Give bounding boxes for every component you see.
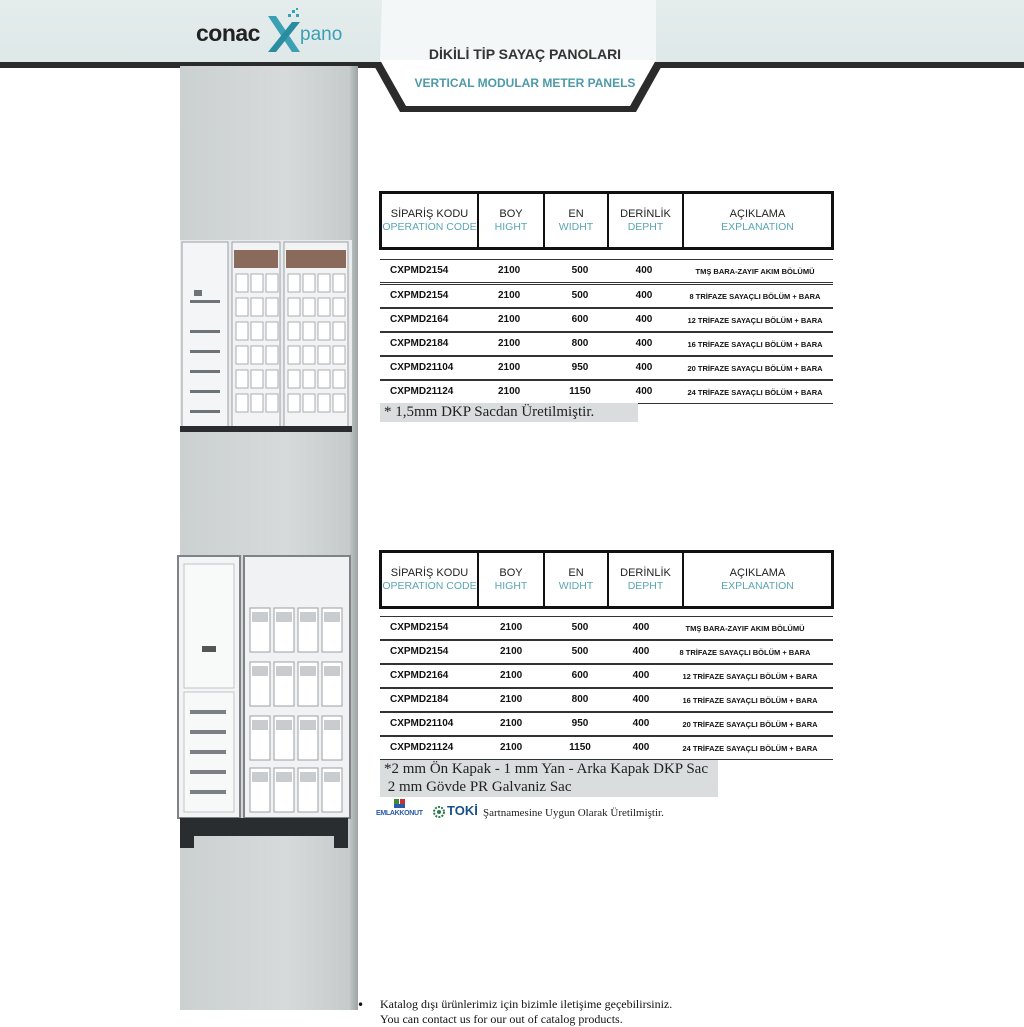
- table1-note: * 1,5mm DKP Sacdan Üretilmiştir.: [380, 403, 638, 422]
- cell-description: 24 TRİFAZE SAYAÇLI BÖLÜM + BARA: [687, 388, 823, 397]
- cell-height: 2100: [498, 362, 521, 373]
- col-header-depth-tr: DERİNLİK: [620, 566, 671, 579]
- cell-depth: 400: [635, 338, 653, 349]
- cell-depth: 400: [635, 386, 653, 397]
- cell-depth: 400: [632, 646, 650, 657]
- cell-height: 2100: [498, 386, 521, 397]
- table-row: [380, 356, 833, 380]
- col-header-boy-en: HIGHT: [494, 220, 528, 233]
- cell-description: 20 TRİFAZE SAYAÇLI BÖLÜM + BARA: [687, 364, 823, 373]
- col-header-en-tr: EN: [568, 566, 584, 579]
- cell-description: 12 TRİFAZE SAYAÇLI BÖLÜM + BARA: [682, 672, 818, 681]
- logo-pano-text: pano: [300, 24, 343, 45]
- col-header-depth-en: DEPHT: [627, 220, 664, 233]
- table-row: [380, 380, 833, 404]
- col-header-desc: [684, 194, 831, 247]
- side-column: [180, 66, 356, 1010]
- cell-depth: 400: [632, 694, 650, 705]
- table-row: [380, 259, 833, 283]
- cell-depth: 400: [632, 718, 650, 729]
- page-title: DİKİLİ TİP SAYAÇ PANOLARI: [428, 46, 622, 62]
- cell-depth: 400: [635, 265, 653, 276]
- col-header-code: [382, 553, 479, 606]
- cell-height: 2100: [500, 670, 523, 681]
- cell-width: 600: [571, 314, 589, 325]
- toki-logo: [432, 803, 480, 823]
- footer-bullet: •: [357, 998, 365, 1012]
- cell-code: CXPMD2184: [390, 338, 449, 349]
- cell-depth: 400: [635, 314, 653, 325]
- col-header-desc-tr: AÇIKLAMA: [729, 207, 786, 220]
- table2-note-line2: 2 mm Gövde PR Galvaniz Sac: [384, 779, 572, 795]
- cell-height: 2100: [500, 622, 523, 633]
- logo-conac-text: conac: [196, 20, 260, 46]
- cell-description: 24 TRİFAZE SAYAÇLI BÖLÜM + BARA: [682, 744, 818, 753]
- col-header-boy-en: HIGHT: [494, 579, 528, 592]
- table-row: [380, 712, 833, 736]
- emlak-konut-emblem-icon: [376, 798, 426, 810]
- col-header-code-tr: SİPARİŞ KODU: [390, 566, 469, 579]
- cell-code: CXPMD2154: [390, 646, 449, 657]
- cell-description: 8 TRİFAZE SAYAÇLI BÖLÜM + BARA: [679, 648, 811, 657]
- cell-height: 2100: [498, 290, 521, 301]
- col-header-boy-tr: BOY: [499, 566, 523, 579]
- cell-width: 600: [571, 670, 589, 681]
- cell-depth: 400: [632, 742, 650, 753]
- logo-x-icon: [266, 8, 302, 52]
- cell-width: 500: [571, 265, 589, 276]
- col-header-en-en: WIDHT: [558, 220, 594, 233]
- cell-width: 950: [571, 718, 589, 729]
- table1-body: [380, 259, 833, 404]
- cell-description: TMŞ BARA-ZAYIF AKIM BÖLÜMÜ: [695, 267, 815, 276]
- col-header-boy: [479, 553, 545, 606]
- col-header-desc-en: EXPLANATION: [721, 579, 794, 592]
- cell-code: CXPMD21104: [390, 362, 454, 373]
- col-header-code-en: OPERATION CODE: [382, 220, 477, 233]
- meter-panel-photo-1: [180, 240, 352, 432]
- table-row: [380, 736, 833, 760]
- cell-description: 12 TRİFAZE SAYAÇLI BÖLÜM + BARA: [687, 316, 823, 325]
- cell-height: 2100: [500, 742, 523, 753]
- table-row: [380, 688, 833, 712]
- col-header-depth-en: DEPHT: [627, 579, 664, 592]
- cell-height: 2100: [498, 265, 521, 276]
- cell-code: CXPMD2154: [390, 265, 449, 276]
- footer-contact-en: You can contact us for our out of catalog products.: [380, 1012, 623, 1026]
- table2-header: [379, 550, 834, 609]
- cell-code: CXPMD21124: [390, 386, 454, 397]
- cell-description: 8 TRİFAZE SAYAÇLI BÖLÜM + BARA: [689, 292, 821, 301]
- cell-code: CXPMD2164: [390, 670, 449, 681]
- col-header-desc: [684, 553, 831, 606]
- cell-description: 16 TRİFAZE SAYAÇLI BÖLÜM + BARA: [687, 340, 823, 349]
- cell-width: 1150: [569, 386, 591, 397]
- cell-height: 2100: [500, 718, 523, 729]
- col-header-code-tr: SİPARİŞ KODU: [390, 207, 469, 220]
- cell-height: 2100: [498, 338, 521, 349]
- table-row: [380, 664, 833, 688]
- page-subtitle: VERTICAL MODULAR METER PANELS: [414, 76, 636, 90]
- cell-depth: 400: [635, 362, 653, 373]
- col-header-code: [382, 194, 479, 247]
- cell-code: CXPMD2154: [390, 290, 449, 301]
- col-header-en-tr: EN: [568, 207, 584, 220]
- cell-width: 800: [571, 694, 589, 705]
- emlak-konut-logo: [376, 798, 426, 822]
- col-header-boy-tr: BOY: [499, 207, 523, 220]
- side-column-edge: [350, 66, 358, 1010]
- emlak-konut-text: EMLAKKONUT: [376, 810, 423, 817]
- table1-header: [379, 191, 834, 250]
- cell-width: 500: [571, 646, 589, 657]
- cell-height: 2100: [498, 314, 521, 325]
- col-header-en: [545, 553, 609, 606]
- table2-note-line1: *2 mm Ön Kapak - 1 mm Yan - Arka Kapak DKP Sac: [384, 761, 708, 777]
- meter-panel-photo-2: [174, 552, 354, 850]
- col-header-en-en: WIDHT: [558, 579, 594, 592]
- cell-description: 20 TRİFAZE SAYAÇLI BÖLÜM + BARA: [682, 720, 818, 729]
- toki-gear-icon: [432, 805, 446, 819]
- table-row: [380, 308, 833, 332]
- col-header-desc-tr: AÇIKLAMA: [729, 566, 786, 579]
- cell-width: 1150: [569, 742, 591, 753]
- cell-code: CXPMD2184: [390, 694, 449, 705]
- col-header-en: [545, 194, 609, 247]
- table-row: [380, 640, 833, 664]
- table-row: [380, 284, 833, 308]
- cell-width: 950: [571, 362, 589, 373]
- table2-body: [380, 616, 833, 760]
- col-header-depth-tr: DERİNLİK: [620, 207, 671, 220]
- spec-compliance-text: Şartnamesine Uygun Olarak Üretilmiştir.: [483, 807, 664, 819]
- cell-code: CXPMD21124: [390, 742, 454, 753]
- cell-code: CXPMD2154: [390, 622, 449, 633]
- table-row: [380, 332, 833, 356]
- cell-width: 800: [571, 338, 589, 349]
- cell-height: 2100: [500, 694, 523, 705]
- col-header-depth: [609, 553, 684, 606]
- cell-height: 2100: [500, 646, 523, 657]
- col-header-code-en: OPERATION CODE: [382, 579, 477, 592]
- cell-width: 500: [571, 622, 589, 633]
- table-row: [380, 616, 833, 640]
- cell-code: CXPMD2164: [390, 314, 449, 325]
- company-logo: [196, 10, 356, 54]
- cell-depth: 400: [632, 622, 650, 633]
- cell-depth: 400: [635, 290, 653, 301]
- cell-description: TMŞ BARA-ZAYIF AKIM BÖLÜMÜ: [685, 624, 805, 633]
- cell-width: 500: [571, 290, 589, 301]
- cell-description: 16 TRİFAZE SAYAÇLI BÖLÜM + BARA: [682, 696, 818, 705]
- toki-text: TOKİ: [447, 803, 478, 818]
- cell-code: CXPMD21104: [390, 718, 454, 729]
- cell-depth: 400: [632, 670, 650, 681]
- table2-note: [380, 760, 718, 797]
- col-header-depth: [609, 194, 684, 247]
- col-header-boy: [479, 194, 545, 247]
- footer-contact-tr: Katalog dışı ürünlerimiz için bizimle iletişime geçebilirsiniz.: [380, 997, 673, 1011]
- col-header-desc-en: EXPLANATION: [721, 220, 794, 233]
